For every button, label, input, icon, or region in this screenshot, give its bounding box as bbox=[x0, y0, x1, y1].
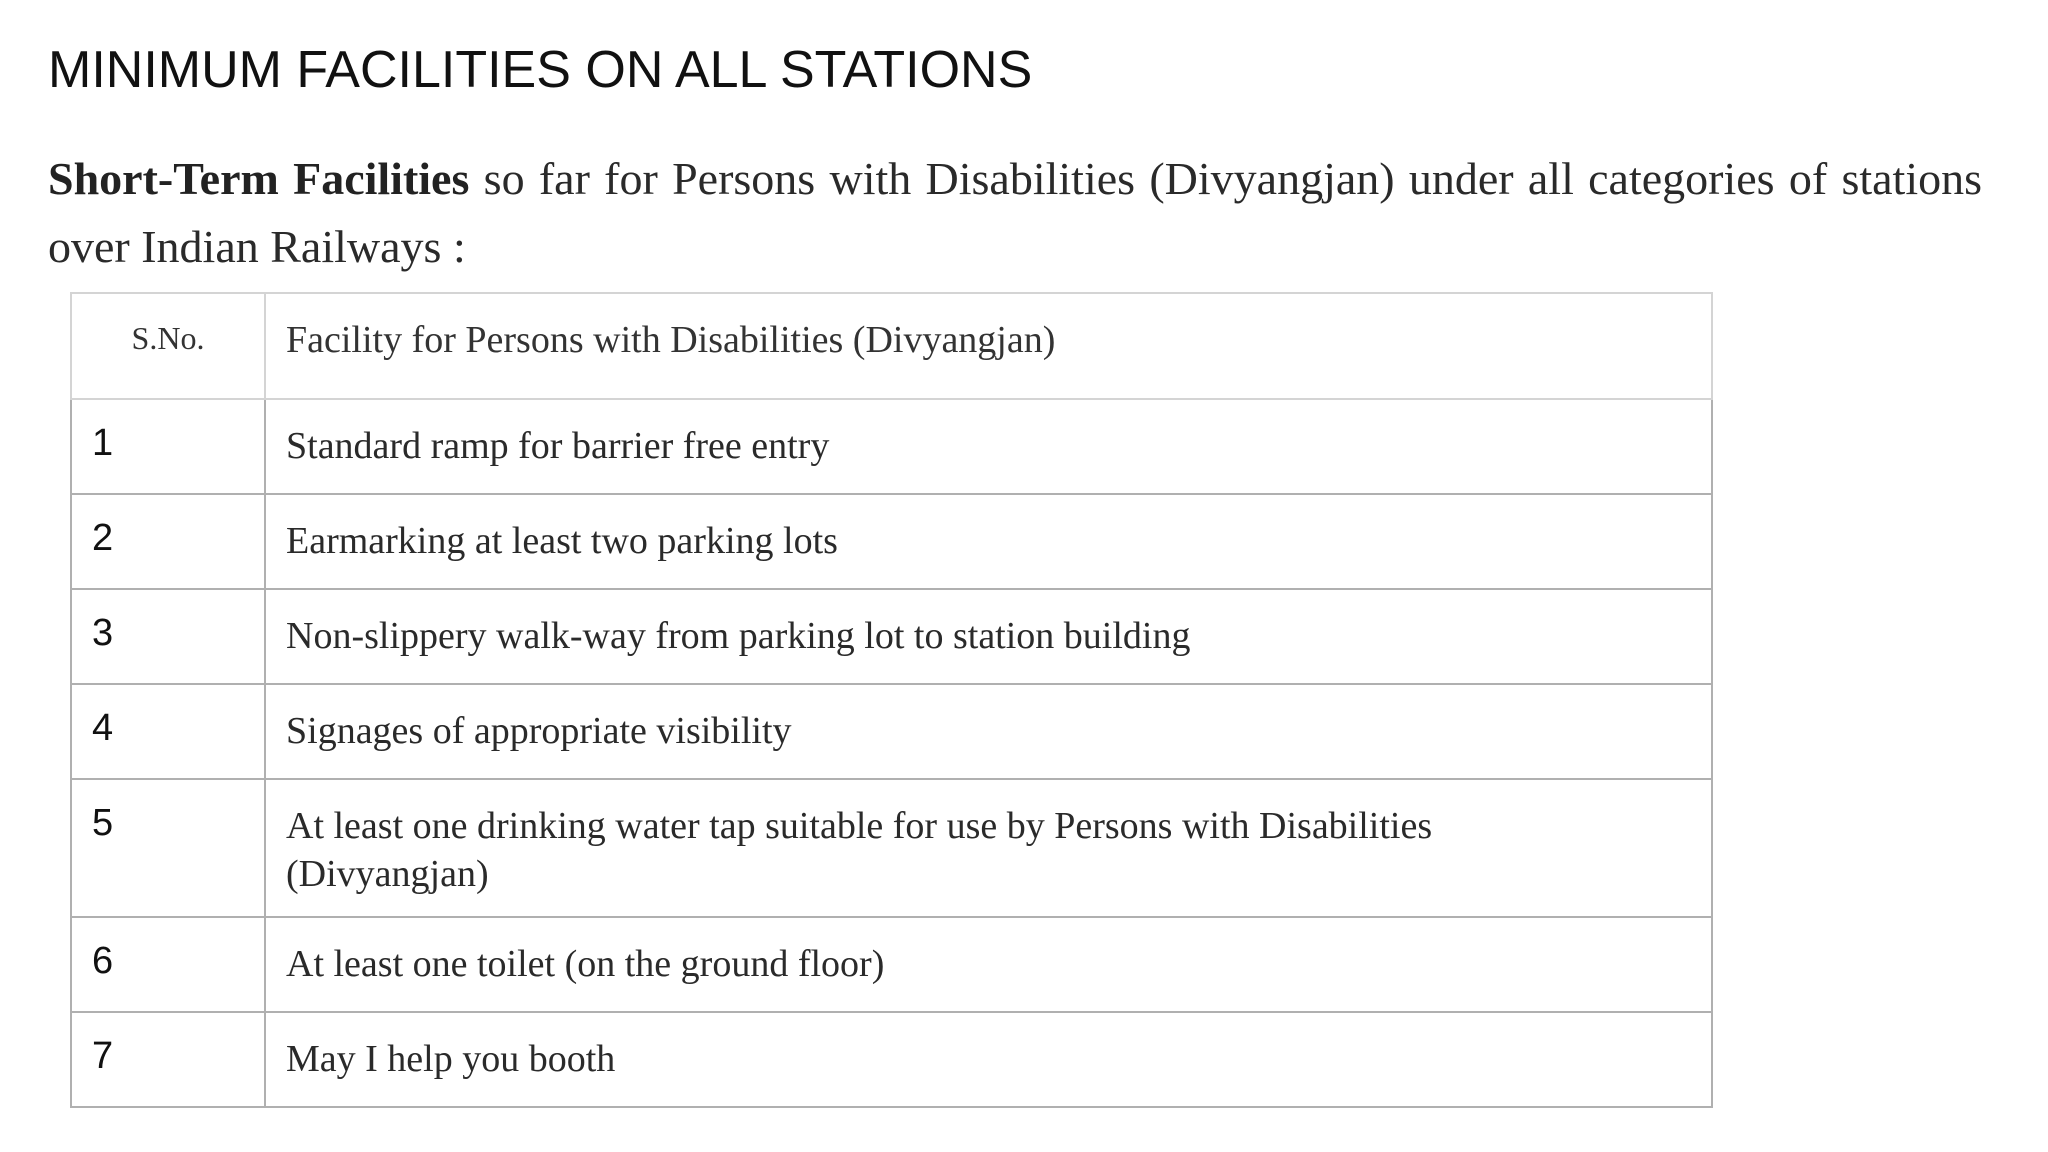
row-facility: At least one toilet (on the ground floor) bbox=[265, 917, 1712, 1012]
page-title: MINIMUM FACILITIES ON ALL STATIONS bbox=[48, 41, 1033, 99]
row-sno: 1 bbox=[71, 399, 265, 494]
intro-bold-label: Short-Term Facilities bbox=[48, 153, 470, 204]
row-facility-text: At least one drinking water tap suitable for use by Persons with Disabilities (Divyangjan) bbox=[286, 805, 1433, 895]
table-row bbox=[71, 399, 1712, 494]
table-row bbox=[71, 684, 1712, 779]
row-sno: 7 bbox=[71, 1012, 265, 1107]
table-header-row bbox=[71, 293, 1712, 399]
row-sno: 6 bbox=[71, 917, 265, 1012]
row-facility: Earmarking at least two parking lots bbox=[265, 494, 1712, 589]
column-header-sno: S.No. bbox=[71, 293, 265, 399]
column-header-facility: Facility for Persons with Disabilities (Divyangjan) bbox=[265, 293, 1712, 399]
table-row bbox=[71, 917, 1712, 1012]
intro-text: so far for Persons with Disabilities (Divyangjan) under all categories of stations over Indian Railways : bbox=[48, 153, 1983, 272]
table-row bbox=[71, 1012, 1712, 1107]
row-facility: Non-slippery walk-way from parking lot to station building bbox=[265, 589, 1712, 684]
row-sno: 4 bbox=[71, 684, 265, 779]
table-row bbox=[71, 779, 1712, 917]
intro-paragraph bbox=[48, 145, 1982, 281]
row-facility: May I help you booth bbox=[265, 1012, 1712, 1107]
row-facility: Standard ramp for barrier free entry bbox=[265, 399, 1712, 494]
table-row bbox=[71, 589, 1712, 684]
table-row bbox=[71, 494, 1712, 589]
facilities-table bbox=[70, 292, 1713, 1108]
row-facility bbox=[265, 779, 1712, 917]
row-sno: 2 bbox=[71, 494, 265, 589]
row-facility: Signages of appropriate visibility bbox=[265, 684, 1712, 779]
row-sno: 5 bbox=[71, 779, 265, 917]
row-sno: 3 bbox=[71, 589, 265, 684]
